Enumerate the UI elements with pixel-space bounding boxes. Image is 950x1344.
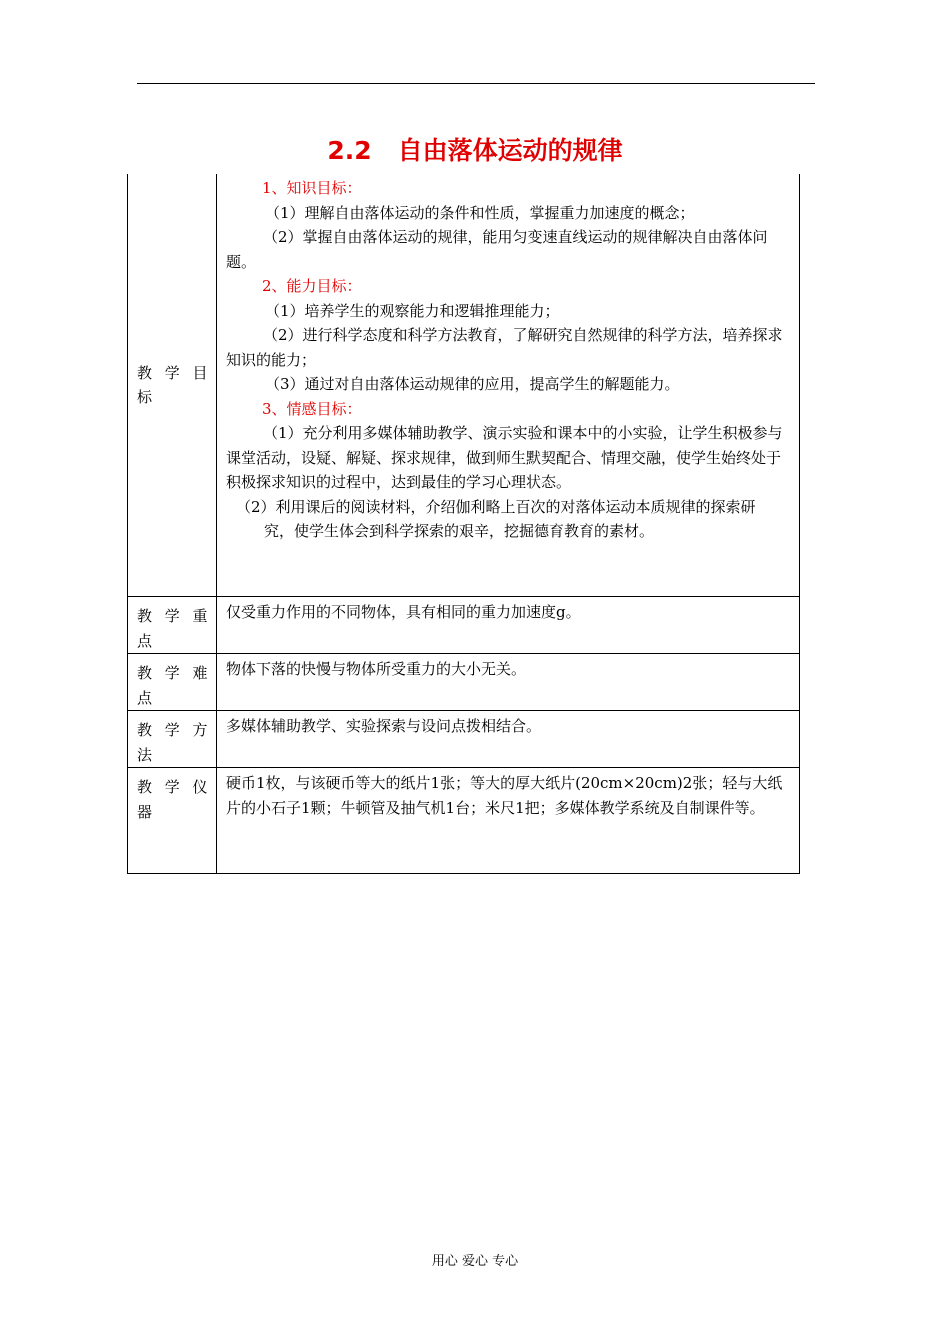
method-label [128,711,217,768]
equipment-content: 硬币1枚，与该硬币等大的纸片1张；等大的厚大纸片(20cm×20cm)2张；轻与大纸片的小石子1颗；牛顿管及抽气机1台；米尺1把；多媒体教学系统及自制课件等。 [217,768,800,874]
emotion-heading: 3、情感目标： [262,399,362,418]
section-number: 2.2 [327,136,372,165]
lesson-plan-table [127,174,800,874]
objectives-label [128,174,217,597]
method-row [128,711,800,768]
knowledge-heading: 1、知识目标： [262,179,362,197]
objectives-label-line2: 标 [137,388,157,406]
objectives-content [217,174,800,597]
objectives-row [128,174,800,597]
difficulty-content: 物体下落的快慢与物体所受重力的大小无关。 [217,654,800,711]
knowledge-item: （1）理解自由落体运动的条件和性质，掌握重力加速度的概念； [265,203,695,222]
key-points-content: 仅受重力作用的不同物体，具有相同的重力加速度g。 [217,597,800,654]
emotion-item-continuation: 究，使学生体会到科学探索的艰辛，挖掘德育教育的素材。 [264,522,655,540]
section-title: 自由落体运动的规律 [397,136,623,165]
method-label-line2: 法 [137,745,157,764]
ability-item: （2）进行科学态度和科学方法教育，了解研究自然规律的科学方法，培养探求知识的能力； [226,326,783,369]
page-footer: 用心 爱心 专心 [431,1254,519,1269]
difficulty-label [128,654,217,711]
difficulty-row [128,654,800,711]
equipment-label-line1: 教 学 仪 [137,778,212,796]
difficulty-label-line2: 点 [137,688,157,707]
ability-item: （3）通过对自由落体运动规律的应用，提高学生的解题能力。 [265,375,680,393]
ability-item: （1）培养学生的观察能力和逻辑推理能力； [265,301,560,320]
ability-heading: 2、能力目标： [262,277,362,295]
emotion-item: （1）充分利用多媒体辅助教学、演示实验和课本中的小实验，让学生积极参与课堂活动，设疑、解疑、探求规律，做到师生默契配合、情理交融，使学生始终处于积极探求知识的过程中，达到最佳的学习心理状态。 [226,424,783,491]
equipment-row [128,768,800,874]
key-points-label-line2: 点 [137,631,157,650]
key-points-row [128,597,800,654]
emotion-item: （2）利用课后的阅读材料，介绍伽利略上百次的对落体运动本质规律的探索研 [236,497,756,516]
knowledge-item: （2）掌握自由落体运动的规律，能用匀变速直线运动的规律解决自由落体问题。 [226,228,768,271]
objectives-label-line1: 教 学 目 [137,363,212,382]
key-points-label-line1: 教 学 重 [137,607,212,625]
method-label-line1: 教 学 方 [137,721,212,739]
key-points-label [128,597,217,654]
equipment-label-line2: 器 [137,802,157,821]
page-title [0,131,950,167]
header-rule [137,83,815,84]
difficulty-label-line1: 教 学 难 [137,664,212,682]
method-content: 多媒体辅助教学、实验探索与设问点拨相结合。 [217,711,800,768]
equipment-label [128,768,217,874]
